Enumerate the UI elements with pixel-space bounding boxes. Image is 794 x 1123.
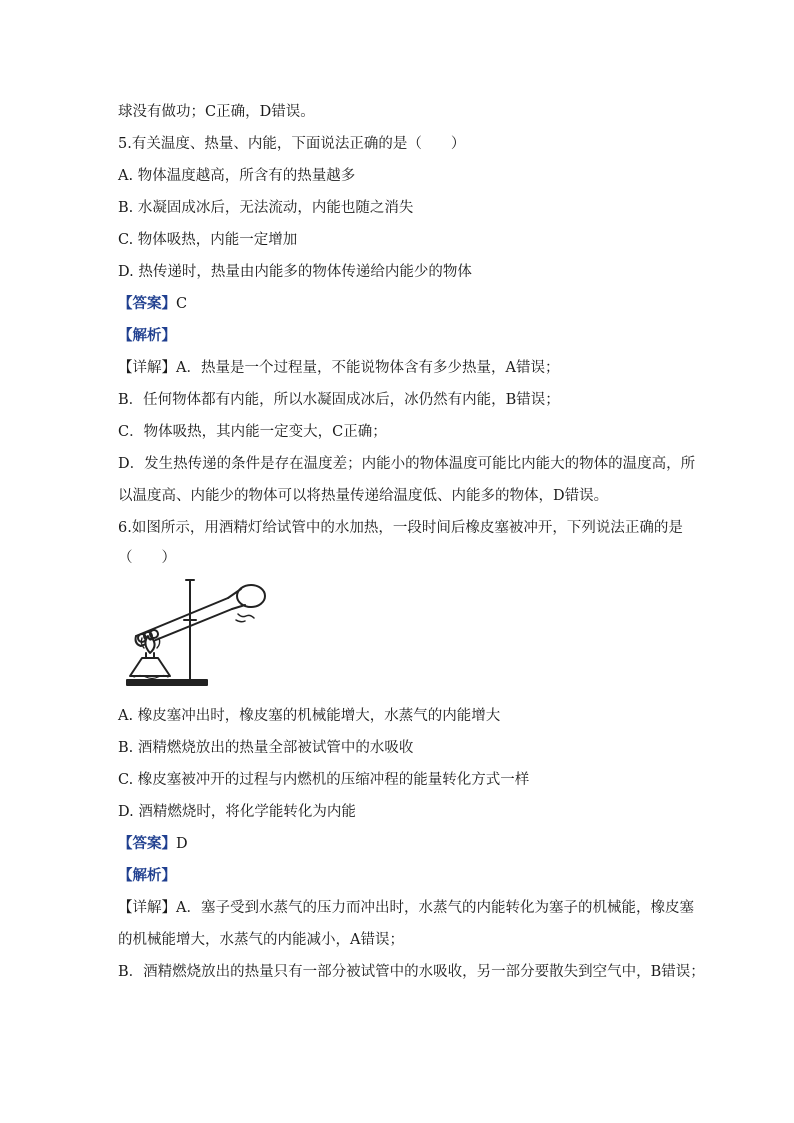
question-5-option-c: C. 物体吸热，内能一定增加 bbox=[118, 232, 298, 248]
question-6-option-a: A. 橡皮塞冲出时，橡皮塞的机械能增大，水蒸气的内能增大 bbox=[118, 708, 501, 724]
analysis-label: 【解析】 bbox=[118, 867, 176, 884]
question-5-analysis-heading bbox=[118, 326, 688, 346]
explanation-line: B．任何物体都有内能，所以水凝固成冰后，冰仍然有内能，B错误； bbox=[118, 392, 560, 408]
question-5-option-a: A. 物体温度越高，所含有的热量越多 bbox=[118, 168, 356, 184]
explanation-line: 【详解】A．塞子受到水蒸气的压力而冲出时，水蒸气的内能转化为塞子的机械能，橡皮塞 bbox=[118, 900, 694, 916]
question-6-analysis-heading bbox=[118, 866, 688, 886]
answer-value: D bbox=[176, 836, 188, 852]
question-6-option-c: C. 橡皮塞被冲开的过程与内燃机的压缩冲程的能量转化方式一样 bbox=[118, 772, 530, 788]
explanation-line: D．发生热传递的条件是存在温度差；内能小的物体温度可能比内能大的物体的温度高，所 bbox=[118, 456, 696, 472]
question-6-answer bbox=[118, 834, 688, 854]
question-5-stem: 5.有关温度、热量、内能，下面说法正确的是（ ） bbox=[118, 136, 466, 152]
explanation-line: 以温度高、内能少的物体可以将热量传递给温度低、内能多的物体，D错误。 bbox=[118, 488, 609, 504]
explanation-line: 【详解】A．热量是一个过程量，不能说物体含有多少热量，A错误； bbox=[118, 360, 560, 376]
question-6-stem: 6.如图所示，用酒精灯给试管中的水加热，一段时间后橡皮塞被冲开，下列说法正确的是 bbox=[118, 520, 683, 536]
question-5-answer bbox=[118, 294, 688, 314]
explanation-line: B．酒精燃烧放出的热量只有一部分被试管中的水吸收，另一部分要散失到空气中，B错误； bbox=[118, 964, 705, 980]
text-line: 球没有做功；C正确，D错误。 bbox=[118, 104, 315, 120]
question-5-option-b: B. 水凝固成冰后，无法流动，内能也随之消失 bbox=[118, 200, 414, 216]
test-tube-apparatus-figure bbox=[124, 576, 274, 692]
question-6-option-b: B. 酒精燃烧放出的热量全部被试管中的水吸收 bbox=[118, 740, 414, 756]
explanation-line: C．物体吸热，其内能一定变大，C正确； bbox=[118, 424, 387, 440]
answer-label: 【答案】 bbox=[118, 295, 176, 312]
question-6-option-d: D. 酒精燃烧时，将化学能转化为内能 bbox=[118, 804, 356, 820]
answer-label: 【答案】 bbox=[118, 835, 176, 852]
question-6-stem-bracket: （ ） bbox=[118, 550, 176, 566]
analysis-label: 【解析】 bbox=[118, 327, 176, 344]
explanation-line: 的机械能增大，水蒸气的内能减小，A错误； bbox=[118, 932, 404, 948]
question-5-option-d: D. 热传递时，热量由内能多的物体传递给内能少的物体 bbox=[118, 264, 472, 280]
answer-value: C bbox=[176, 296, 188, 312]
